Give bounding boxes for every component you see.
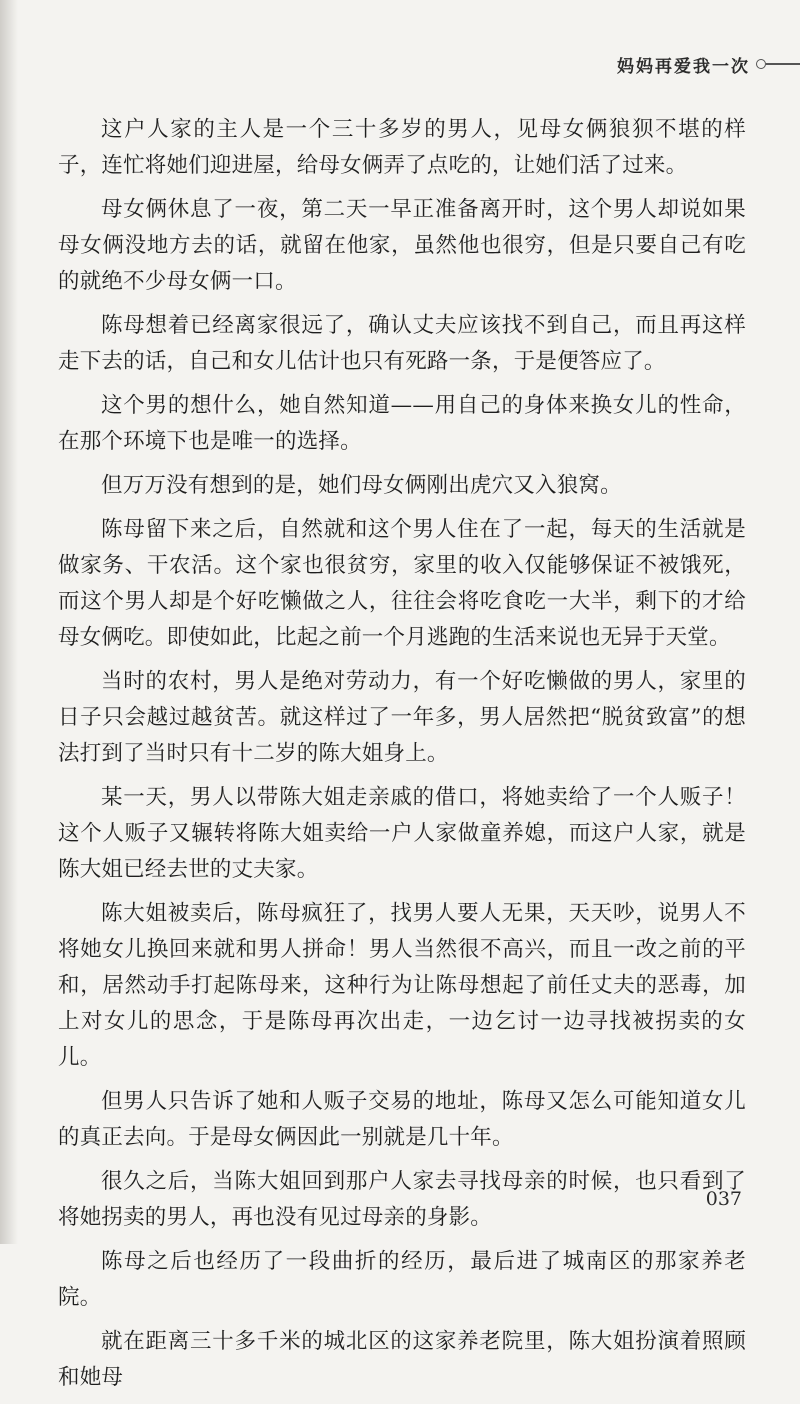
page-number: 037 (705, 1188, 742, 1210)
paragraph: 当时的农村，男人是绝对劳动力，有一个好吃懒做的男人，家里的日子只会越过越贫苦。就这样过了一年多，男人居然把“脱贫致富”的想法打到了当时只有十二岁的陈大姐身上。 (58, 669, 746, 766)
paragraph: 陈母留下来之后，自然就和这个男人住在了一起，每天的生活就是做家务、干农活。这个家也很贫穷，家里的收入仅能够保证不被饿死，而这个男人却是个好吃懒做之人，往往会将吃食吃一大半，剩下的才给母女俩吃。即使如此，比起之前一个月逃跑的生活来说也无异于天堂。 (58, 517, 746, 650)
paragraph: 某一天，男人以带陈大姐走亲戚的借口，将她卖给了一个人贩子！这个人贩子又辗转将陈大姐卖给一户人家做童养媳，而这户人家，就是陈大姐已经去世的丈夫家。 (58, 785, 746, 882)
paragraph: 陈母想着已经离家很远了，确认丈夫应该找不到自己，而且再这样走下去的话，自己和女儿估计也只有死路一条，于是便答应了。 (58, 313, 746, 374)
paragraph: 就在距离三十多千米的城北区的这家养老院里，陈大姐扮演着照顾和她母 (58, 1329, 746, 1390)
running-header (617, 52, 800, 76)
header-rule (766, 63, 800, 65)
body-text (58, 112, 746, 1404)
page-binding-shadow (0, 0, 18, 1244)
running-header-title: 妈妈再爱我一次 (617, 56, 750, 77)
paragraph: 但万万没有想到的是，她们母女俩刚出虎穴又入狼窝。 (101, 473, 622, 498)
paragraph: 很久之后，当陈大姐回到那户人家去寻找母亲的时候，也只看到了将她拐卖的男人，再也没有见过母亲的身影。 (58, 1169, 746, 1230)
paragraph: 这个男的想什么，她自然知道——用自己的身体来换女儿的性命，在那个环境下也是唯一的选择。 (58, 393, 746, 454)
paragraph: 但男人只告诉了她和人贩子交易的地址，陈母又怎么可能知道女儿的真正去向。于是母女俩因此一别就是几十年。 (58, 1089, 746, 1150)
header-circle-ornament (756, 59, 766, 69)
paragraph: 这户人家的主人是一个三十多岁的男人，见母女俩狼狈不堪的样子，连忙将她们迎进屋，给母女俩弄了点吃的，让她们活了过来。 (58, 117, 746, 178)
paragraph: 陈大姐被卖后，陈母疯狂了，找男人要人无果，天天吵，说男人不将她女儿换回来就和男人拼命！男人当然很不高兴，而且一改之前的平和，居然动手打起陈母来，这种行为让陈母想起了前任丈夫的恶毒，加上对女儿的思念，于是陈母再次出走，一边乞讨一边寻找被拐卖的女儿。 (58, 901, 746, 1070)
paragraph: 陈母之后也经历了一段曲折的经历，最后进了城南区的那家养老院。 (58, 1249, 746, 1310)
paragraph: 母女俩休息了一夜，第二天一早正准备离开时，这个男人却说如果母女俩没地方去的话，就留在他家，虽然他也很穷，但是只要自己有吃的就绝不少母女俩一口。 (58, 197, 746, 294)
